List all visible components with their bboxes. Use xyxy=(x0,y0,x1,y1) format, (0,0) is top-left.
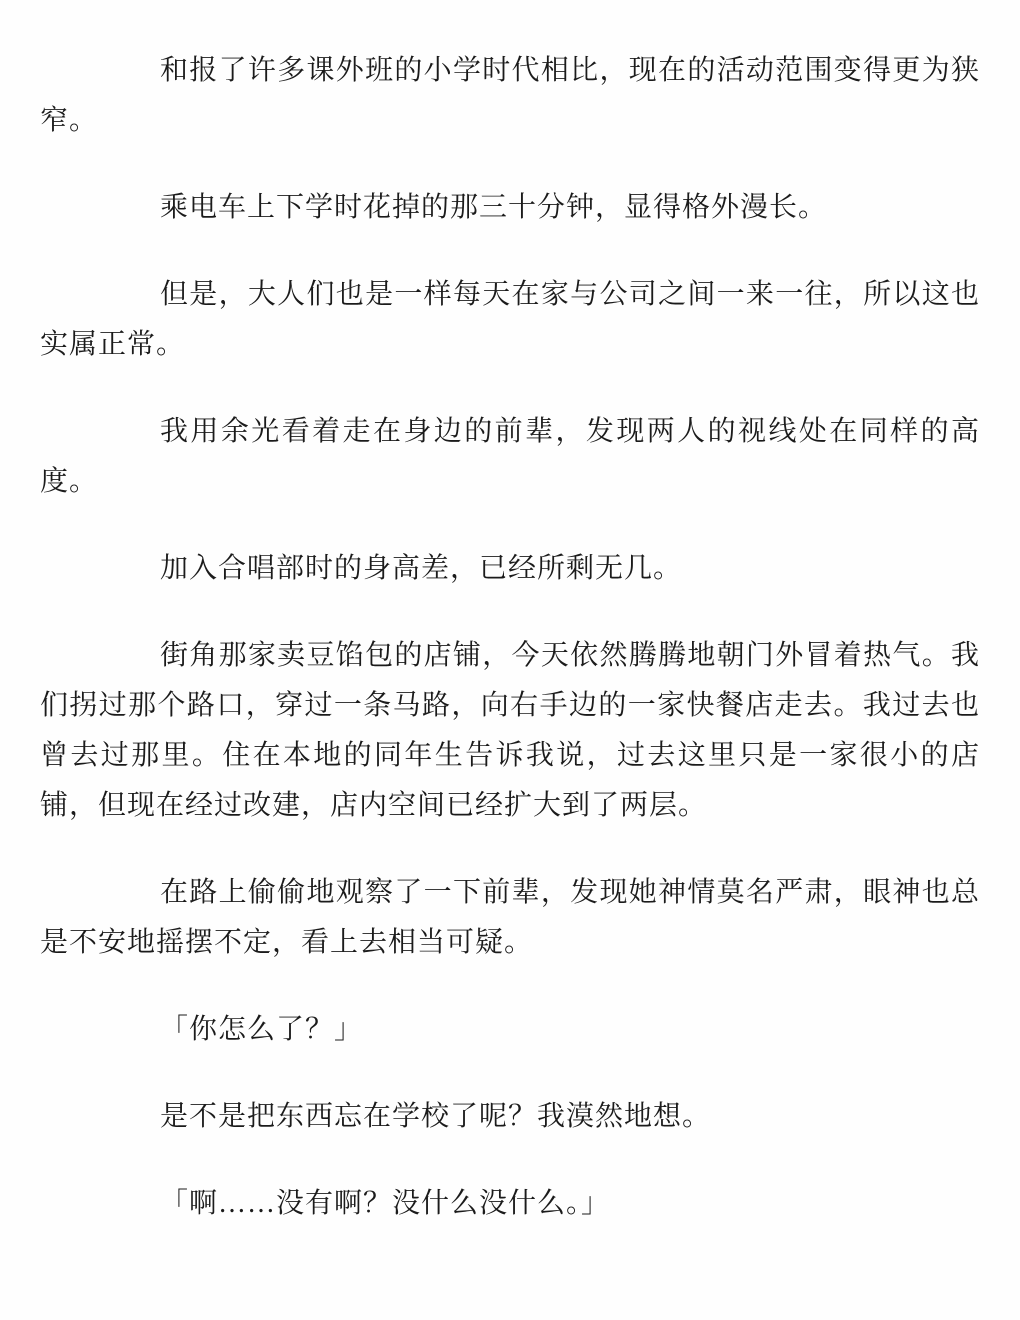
paragraph-8: 「你怎么了？」 xyxy=(160,1014,364,1045)
paragraph-5: 加入合唱部时的身高差，已经所剩无几。 xyxy=(160,553,683,584)
paragraph-9: 是不是把东西忘在学校了呢？我漠然地想。 xyxy=(160,1101,712,1132)
paragraph-4: 我用余光看着走在身边的前辈，发现两人的视线处在同样的高度。 xyxy=(40,416,980,497)
paragraph-7: 在路上偷偷地观察了一下前辈，发现她神情莫名严肃，眼神也总是不安地摇摆不定，看上去相当可疑。 xyxy=(40,877,980,958)
paragraph-1: 和报了许多课外班的小学时代相比，现在的活动范围变得更为狭窄。 xyxy=(40,55,980,136)
paragraph-3: 但是，大人们也是一样每天在家与公司之间一来一往，所以这也实属正常。 xyxy=(40,279,980,360)
paragraph-6: 街角那家卖豆馅包的店铺，今天依然腾腾地朝门外冒着热气。我们拐过那个路口，穿过一条马路，向右手边的一家快餐店走去。我过去也曾去过那里。住在本地的同年生告诉我说，过去这里只是一家很小的店铺，但现在经过改建，店内空间已经扩大到了两层。 xyxy=(40,640,980,821)
paragraph-2: 乘电车上下学时花掉的那三十分钟，显得格外漫长。 xyxy=(160,192,828,223)
paragraph-10: 「啊……没有啊？没什么没什么。」 xyxy=(160,1188,611,1219)
document-body xyxy=(40,46,980,1229)
